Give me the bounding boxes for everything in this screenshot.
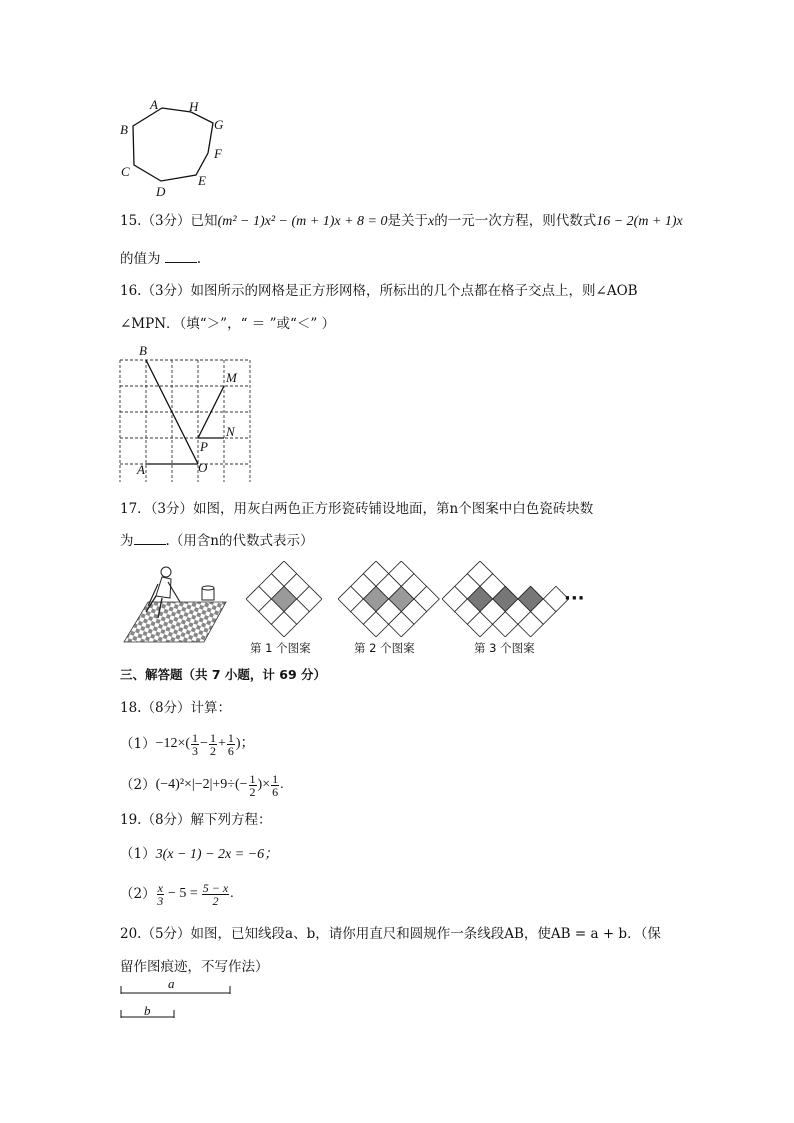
q18-p2-end: . xyxy=(280,777,284,792)
q15-line2: 的值为 xyxy=(120,251,161,267)
vertex-label-b: B xyxy=(120,122,128,137)
q15-var: x xyxy=(428,214,435,229)
q18-p2-label: （2） xyxy=(120,777,156,793)
tiling-illustration-svg xyxy=(118,562,228,646)
question-18-title: 18.（8分）计算： xyxy=(120,700,232,716)
q15-expression: 16 − 2(m + 1)x xyxy=(596,214,683,229)
q18-p1-label: （1） xyxy=(120,736,156,752)
tiling-illustration xyxy=(118,562,228,646)
question-20-line-2: 留作图痕迹，不写作法） xyxy=(120,959,269,975)
q18-p1-op-2: + xyxy=(217,736,226,751)
q15-answer-blank[interactable] xyxy=(165,248,197,263)
grid-svg xyxy=(110,342,260,482)
q19-p2-end: . xyxy=(230,886,234,901)
vertex-label-d: D xyxy=(156,184,166,199)
grid-label-b: B xyxy=(139,343,147,358)
vertex-label-f: F xyxy=(214,146,222,161)
vertex-label-e: E xyxy=(198,173,206,188)
q19-p2-frac-1: $\frac{x}{3}$ xyxy=(157,880,164,908)
vertex-label-h: H xyxy=(189,99,199,114)
caption-pattern-1: 第 1 个图案 xyxy=(250,641,311,655)
segment-a-label: a xyxy=(168,976,175,991)
question-19-part-1 xyxy=(120,845,278,864)
tile-pattern-2-svg xyxy=(338,561,440,637)
q18-p2-frac-1: $\frac{1}{2}$ xyxy=(249,771,256,799)
q18-p1-op-1: − xyxy=(200,736,208,751)
segment-a-svg xyxy=(120,978,232,998)
q17-prefix: 为 xyxy=(120,533,134,549)
q19-p2-mid: − 5 = xyxy=(167,886,198,901)
grid-label-o: O xyxy=(198,460,208,475)
caption-pattern-2: 第 2 个图案 xyxy=(354,641,415,655)
question-17-line-1: 17．（3分）如图，用灰白两色正方形瓷砖铺设地面，第n个图案中白色瓷砖块数 xyxy=(120,501,594,517)
q18-p2-mid: )× xyxy=(257,777,271,792)
q19-p2-frac-2: $\frac{5 - x}{2}$ xyxy=(202,880,229,908)
segment-b-label: b xyxy=(144,1003,151,1018)
q15-number: 15.（3分）已知 xyxy=(120,213,218,229)
q18-p2-prefix: (−4)²×|−2|+9÷(− xyxy=(155,777,248,792)
q19-p2-label: （2） xyxy=(120,886,156,902)
tile-pattern-3 xyxy=(442,561,570,637)
section-3-title: 三、解答题（共 7 小题，计 69 分） xyxy=(120,667,327,682)
tile-pattern-3-svg xyxy=(442,561,570,637)
grid-label-p: P xyxy=(200,439,208,454)
question-18-part-1 xyxy=(120,729,255,759)
question-16-line-2: ∠MPN．（填“＞”，“ ＝ ”或“＜” ） xyxy=(120,316,336,332)
question-20-line-1: 20.（5分）如图，已知线段a、b，请你用直尺和圆规作一条线段AB，使AB = a + b．（保 xyxy=(120,926,661,942)
q18-p2-frac-2: $\frac{1}{6}$ xyxy=(272,771,279,799)
question-15-line-1 xyxy=(120,212,683,231)
question-19-part-2 xyxy=(120,878,234,910)
q15-middle: 是关于 xyxy=(387,213,428,229)
q18-p1-frac-2: $\frac{1}{2}$ xyxy=(209,730,216,758)
q15-equation: (m² − 1)x² − (m + 1)x + 8 = 0 xyxy=(217,214,388,229)
tile-pattern-1-svg xyxy=(246,561,322,637)
q15-middle2: 的一元一次方程，则代数式 xyxy=(434,213,597,229)
octagon-figure xyxy=(115,95,235,200)
grid-label-m: M xyxy=(226,370,237,385)
vertex-label-a: A xyxy=(150,97,158,112)
grid-label-a: A xyxy=(137,462,145,477)
question-19-title: 19.（8分）解下列方程： xyxy=(120,812,272,828)
vertex-label-g: G xyxy=(214,117,224,132)
tile-pattern-2 xyxy=(338,561,440,637)
q17-answer-blank[interactable] xyxy=(134,530,166,545)
q17-suffix: .（用含n的代数式表示） xyxy=(165,533,314,549)
q15-end: . xyxy=(196,251,202,267)
question-15-line-2 xyxy=(120,248,201,268)
grid-figure xyxy=(110,342,260,482)
vertex-label-c: C xyxy=(121,164,130,179)
question-18-part-2 xyxy=(120,770,284,800)
segment-a xyxy=(120,978,232,998)
q19-p1-expr: 3(x − 1) − 2x = −6； xyxy=(155,847,279,862)
q18-p1-prefix: −12×( xyxy=(155,736,191,751)
question-17-line-2 xyxy=(120,530,314,550)
grid-label-n: N xyxy=(226,424,235,439)
segment-b xyxy=(120,1002,176,1022)
q18-p1-frac-3: $\frac{1}{6}$ xyxy=(227,730,234,758)
caption-pattern-3: 第 3 个图案 xyxy=(474,641,535,655)
tile-pattern-1 xyxy=(246,561,322,637)
q18-p1-frac-1: $\frac{1}{3}$ xyxy=(192,730,199,758)
q19-p1-label: （1） xyxy=(120,846,156,862)
question-16-line-1: 16.（3分）如图所示的网格是正方形网格，所标出的几个点都在格子交点上，则∠AOB xyxy=(120,283,638,299)
q18-p1-end: )； xyxy=(235,736,255,751)
pattern-ellipsis: ··· xyxy=(564,588,585,609)
